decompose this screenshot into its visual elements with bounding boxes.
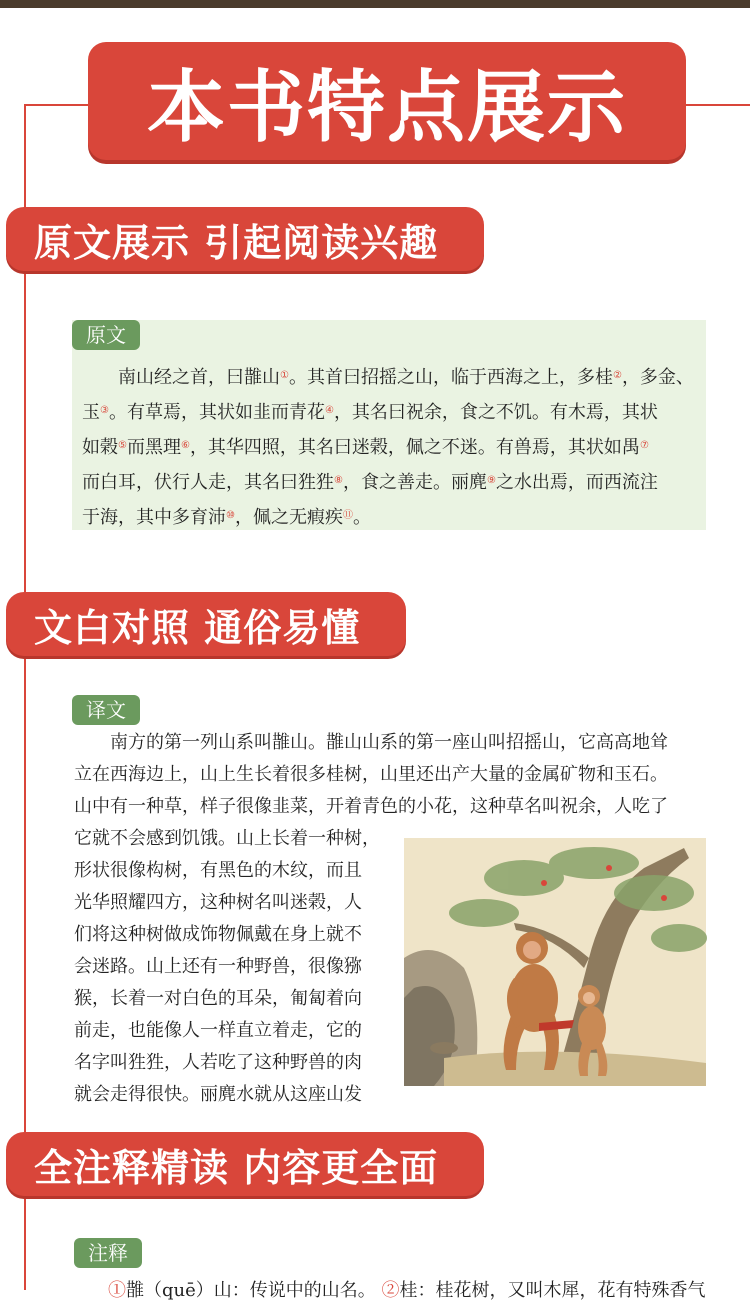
note-marker: ⑥: [180, 440, 190, 451]
original-text: [82, 360, 698, 535]
translation-line: 会迷路。山上还有一种野兽，很像猕: [74, 956, 362, 977]
top-decor-strip: [0, 0, 750, 8]
original-line: 于海，其中多育沛⑩，佩之无瘕疾⑪。: [82, 507, 371, 528]
translation-line: 它就不会感到饥饿。山上长着一种树，: [74, 828, 380, 849]
note-marker: ②: [612, 370, 622, 381]
translation-text: [74, 727, 706, 823]
translation-line: 猴，长着一对白色的耳朵，匍匐着向: [74, 988, 362, 1009]
note-marker: ⑩: [226, 510, 235, 521]
page-title: 本书特点展示: [88, 42, 686, 160]
translation-line: 就会走得很快。丽麂水就从这座山发: [74, 1084, 362, 1105]
note-marker: ⑤: [118, 440, 127, 451]
tag-original: 原文: [72, 320, 140, 350]
red-guide-line-left: [24, 104, 90, 106]
note-marker: ⑦: [639, 440, 649, 451]
note-marker: ⑧: [334, 475, 343, 486]
section-banner-notes: 全注释精读 内容更全面: [6, 1132, 484, 1196]
translation-line: 立在西海边上，山上生长着很多桂树，山里还出产大量的金属矿物和玉石。: [74, 764, 668, 785]
translation-line: 形状很像构树，有黑色的木纹，而且: [74, 860, 362, 881]
translation-line: 光华照耀四方，这种树名叫迷榖，人: [74, 892, 362, 913]
translation-text-wrapped: [74, 823, 382, 1105]
translation-line: 名字叫狌狌，人若吃了这种野兽的肉: [74, 1052, 362, 1073]
original-line: 玉③。有草焉，其状如韭而青花④，其名曰祝余，食之不饥。有木焉，其状: [82, 402, 658, 423]
original-line: 如榖⑤而黑理⑥，其华四照，其名曰迷榖，佩之不迷。有兽焉，其状如禺⑦: [82, 437, 649, 458]
note-marker: ④: [324, 405, 334, 416]
note-marker: ⑪: [342, 510, 353, 521]
translation-line: 南方的第一列山系叫䧿山。䧿山山系的第一座山叫招摇山，它高高地耸: [110, 732, 668, 753]
notes-text: ①䧿（quē）山：传说中的山名。 ②桂：桂花树，又叫木犀，花有特殊香气: [108, 1280, 706, 1301]
red-guide-line: [24, 104, 26, 1290]
section-banner-translation: 文白对照 通俗易懂: [6, 592, 406, 656]
tag-notes: 注释: [74, 1238, 142, 1268]
original-line: 南山经之首，曰䧿山①。其首曰招摇之山，临于西海之上，多桂②，多金、: [118, 367, 694, 388]
translation-line: 前走，也能像人一样直立着走，它的: [74, 1020, 362, 1041]
tag-translation: 译文: [72, 695, 140, 725]
illustration-drawing: [404, 838, 706, 1086]
note-marker: ①: [280, 370, 289, 381]
note-number: ②: [381, 1280, 400, 1301]
monkey-illustration: [404, 838, 706, 1086]
note-marker: ⑨: [486, 475, 496, 486]
original-line: 而白耳，伏行人走，其名曰狌狌⑧，食之善走。丽麂⑨之水出焉，而西流注: [82, 472, 658, 493]
note-number: ①: [108, 1280, 126, 1301]
translation-line: 山中有一种草，样子很像韭菜，开着青色的小花，这种草名叫祝余，人吃了: [74, 796, 668, 817]
note-marker: ③: [100, 405, 109, 416]
translation-line: 们将这种树做成饰物佩戴在身上就不: [74, 924, 362, 945]
red-guide-line-right: [684, 104, 750, 106]
section-banner-original: 原文展示 引起阅读兴趣: [6, 207, 484, 271]
